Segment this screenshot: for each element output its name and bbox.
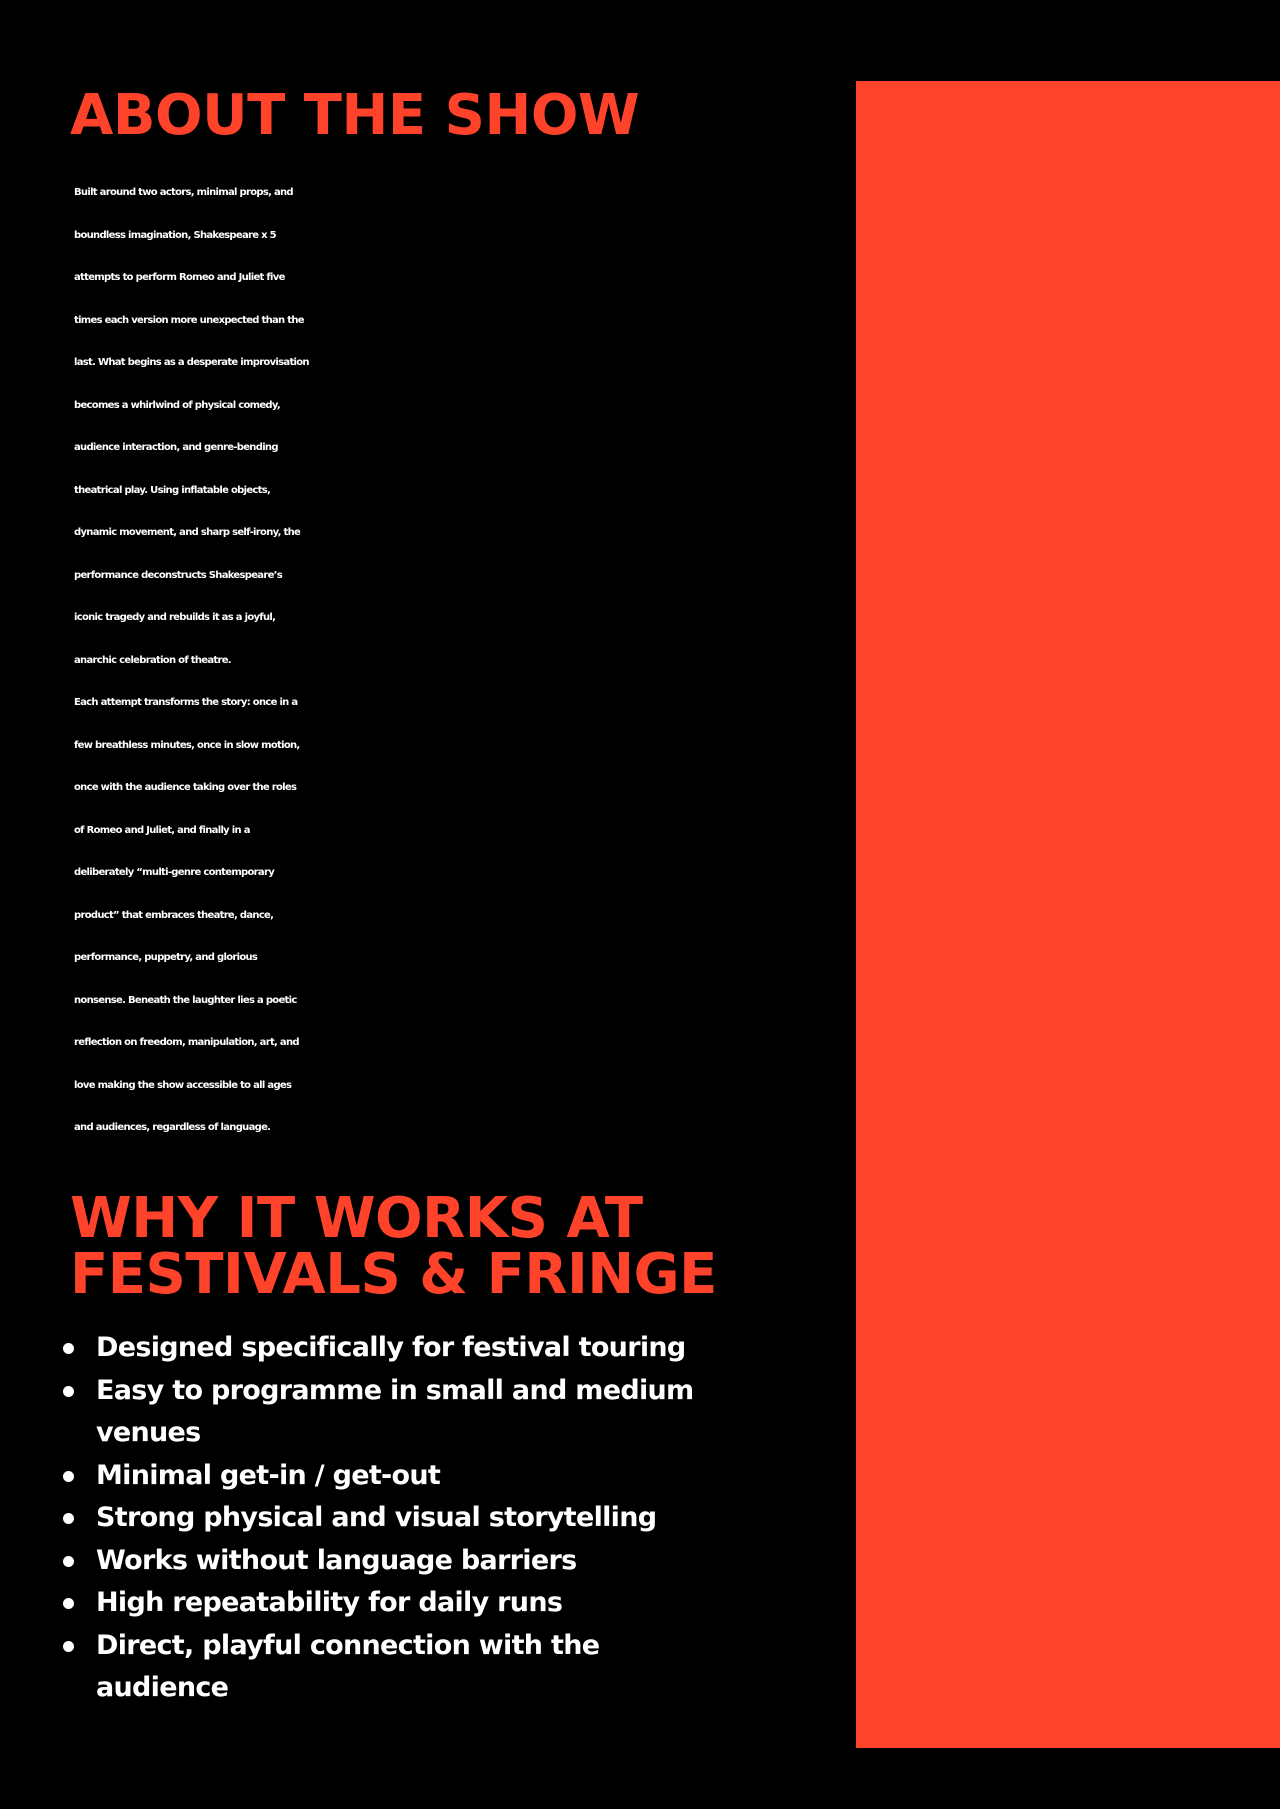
bullet-text: Direct, playful connection with the audience [96, 1629, 600, 1703]
about-body-line: anarchic celebration of theatre. [74, 654, 231, 666]
about-body-line: boundless imagination, Shakespeare x 5 [74, 229, 276, 241]
bullet-dot-icon [63, 1556, 74, 1567]
why-heading-line-1: WHY IT WORKS AT [70, 1186, 643, 1251]
about-body-line: dynamic movement, and sharp self-irony, the [74, 527, 301, 538]
bullet-item [0, 1625, 694, 1710]
about-body-line: few breathless minutes, once in slow motion, [74, 739, 300, 751]
bullet-item [0, 1370, 694, 1455]
bullet-dot-icon [63, 1343, 74, 1354]
about-body-line: nonsense. Beneath the laughter lies a poetic [74, 994, 297, 1006]
bullet-text: Minimal get-in / get-out [96, 1459, 441, 1491]
bullet-item [0, 1540, 694, 1583]
bullet-text: Strong physical and visual storytelling [96, 1502, 657, 1533]
about-body-line: theatrical play. Using inflatable objects, [74, 484, 271, 496]
bullet-dot-icon [63, 1471, 74, 1482]
bullet-text: Easy to programme in small and medium venues [96, 1374, 694, 1448]
about-body-line: love making the show accessible to all ages [74, 1079, 292, 1091]
about-body-line: Built around two actors, minimal props, and [74, 187, 293, 198]
about-body-line: performance, puppetry, and glorious [74, 952, 258, 963]
bullet-item [0, 1497, 694, 1540]
about-body-text [74, 172, 864, 1150]
bullet-item [0, 1327, 694, 1370]
about-body-line: times each version more unexpected than the [74, 314, 304, 326]
bullet-dot-icon [63, 1513, 74, 1524]
why-heading [70, 1186, 717, 1307]
about-body-line: becomes a whirlwind of physical comedy, [74, 399, 281, 411]
about-body-line: of Romeo and Juliet, and finally in a [74, 824, 250, 836]
bullet-dot-icon [63, 1641, 74, 1652]
bullet-text: Designed specifically for festival touring [96, 1332, 686, 1363]
bullet-text: Works without language barriers [96, 1544, 577, 1576]
bullet-text: High repeatability for daily runs [96, 1587, 563, 1618]
bullet-item [0, 1582, 694, 1625]
about-body-line: reflection on freedom, manipulation, art, and [74, 1037, 299, 1048]
why-heading-line-2: FESTIVALS & FRINGE [70, 1242, 717, 1307]
about-heading: ABOUT THE SHOW [70, 83, 640, 148]
about-body-line: and audiences, regardless of language. [74, 1122, 271, 1133]
about-body-line: performance deconstructs Shakespeare’s [74, 569, 283, 581]
about-body-line: last. What begins as a desperate improvisation [74, 357, 309, 368]
bullet-item [0, 1455, 694, 1498]
about-body-line: iconic tragedy and rebuilds it as a joyful, [74, 612, 276, 623]
about-body-line: once with the audience taking over the roles [74, 782, 297, 793]
about-body-line: deliberately “multi-genre contemporary [74, 867, 275, 878]
about-body-line: audience interaction, and genre-bending [74, 442, 278, 453]
about-body-line: Each attempt transforms the story: once in a [74, 697, 298, 708]
about-body-line: product” that embraces theatre, dance, [74, 909, 274, 921]
bullet-dot-icon [63, 1598, 74, 1609]
bullet-dot-icon [63, 1386, 74, 1397]
accent-panel [856, 81, 1280, 1748]
about-body-line: attempts to perform Romeo and Juliet five [74, 272, 285, 283]
why-bullet-list [0, 1327, 694, 1710]
